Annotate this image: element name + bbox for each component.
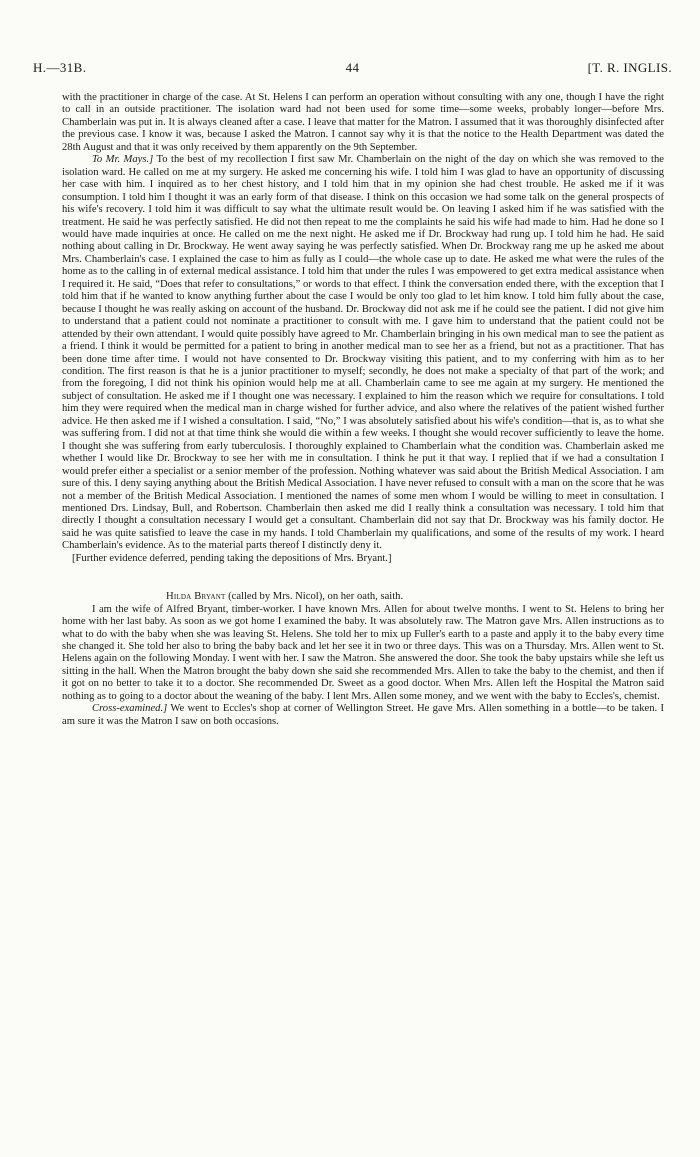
witness-heading-rest: (called by Mrs. Nicol), on her oath, saith.: [225, 591, 404, 603]
witness-heading: [62, 591, 664, 603]
evidence-paragraph-bryant: I am the wife of Alfred Bryant, timber-worker. I have known Mrs. Allen for about twelve months. I went to St. Helens to bring her home with her last baby. As soon as we got home I examined the baby. It was absolutely raw. The Matron gave Mrs. Allen instructions as to what to do with the baby when she was leaving St. Helens. She told her to mix up Fuller's earth to a paste and apply it to the baby every time she changed it. She told her also to bring the baby back and let her see it in two or three days. This was on a Thursday. Mrs. Allen went to St. Helens again on the following Monday. I went with her. I saw the Matron. She answered the door. She took the baby upstairs while she left us sitting in the hall. When the Matron brought the baby down she said she recommended Mrs. Allen to take the baby to the chemist, and then if it got on no better to take it to a doctor. She recommended Dr. Sweet as a good doctor. When Mrs. Allen left the Hospital the Matron said nothing as to going to a doctor about the weaning of the baby. I lent Mrs. Allen some money, and we went with the baby to Eccles's, chemist.: [62, 603, 664, 702]
evidence-paragraph-to-mr-mays: [62, 154, 664, 553]
page-header: [33, 60, 672, 78]
examiner-label: To Mr. Mays.]: [92, 154, 154, 166]
paragraph-text: We went to Eccles's shop at corner of Wellington Street. He gave Mrs. Allen something in a bottle—to be taken. I am sure it was the Matron I saw on both occasions.: [62, 703, 664, 727]
paragraph-text: To the best of my recollection I first saw Mr. Chamberlain on the night of the day on which she was removed to the isolation ward. He called on me at my surgery. He asked me concerning his wife. I told him I was glad to have an opportunity of discussing her case with him. I inquired as to her chest history, and I told him that in my opinion she had chest trouble. He asked me if it was consumption. I told him I thought it was an early form of that disease. I think on this occasion we had some talk on the general prospects of his wife's recovery. I told him it was difficult to say what the ultimate result would be. On leaving I asked him if he was satisfied with the treatment. He said he was perfectly satisfied. He did not then repeat to me the complaints he said his wife had made to him. Had he done so I would have made inquiries at once. He called on me the next night. He asked me if Dr. Brockway had rung up. I told him he had. He said nothing about calling in Dr. Brockway. He went away saying he was perfectly satisfied. When Dr. Brockway rang me up he asked me about Mrs. Chamberlain's case. I explained the case to him as fully as I could—the whole case up to date. He asked me what were the rules of the home as to the calling in of external medical assistance. I told him that under the rules I was empowered to get extra medical assistance when I required it. He said, “Does that refer to consultations,” or words to that effect. I think the conversation ended there, with the exception that I told him that if he wanted to know anything further about the case I would be only too glad to let him know. I told him fully about the case, because I thought he was really asking on account of the husband. Dr. Brockway did not ask me if he could see the patient. I did not give him to understand that a patient could not nominate a practitioner to consult with me. I gave him to understand that the patient could not be attended by their own attendant. I would quite possibly have agreed to Mr. Chamberlain bringing in his own medical man to see the patient as a friend. I think it would be permitted for a patient to bring in another medical man to see her as a friend, but not as a practitioner. That has been done time after time. I would not have consented to Dr. Brockway visiting this patient, and to my conferring with him as to her condition. The first reason is that he is a junior practitioner to myself; secondly, he does not make a specialty of that part of the work; and from the foregoing, I did not think his opinion would help me at all. Chamberlain came to see me again at my surgery. He mentioned the subject of consultation. He asked me if I thought one was necessary. I explained to him the reason which we require for consultations. I told him they were required when the medical man in charge wished for further advice, and also where the relatives of the patient wished further advice. He then asked me if I wished a consultation. I said, “No,” I was absolutely satisfied about his wife's condition—that is, as to what she was suffering from. I did not at that time think she would die within a few weeks. I thought she would recover sufficiently to leave the home. I thought she was suffering from early tuberculosis. I thoroughly explained to Chamberlain what the condition was. Chamberlain asked me whether I would like Dr. Brockway to see her with me in consultation. I think he put it that way. I replied that if we had a consultation I would prefer either a specialist or a senior member of the profession. Nothing whatever was said about the British Medical Association. I am sure of this. I deny saying anything about the British Medical Association. I have never refused to consult with a man on the score that he was not a member of the British Medical Association. I mentioned the names of some men whom I would be willing to meet in consultation. I mentioned Drs. Lindsay, Bull, and Robertson. Chamberlain then asked me did I really think a consultation was necessary. I told him that directly I thought a consultation necessary I would get a consultant. Chamberlain did not say that Dr. Brockway was his family doctor. He said he was quite satisfied to leave the case in my hands. I told Chamberlain my qualifications, and some of the results of my work. I heard Chamberlain's evidence. As to the material parts thereof I distinctly deny it.: [62, 154, 665, 552]
evidence-paragraph-continued: with the practitioner in charge of the case. At St. Helens I can perform an operation without consulting with any one, though I have the right to call in an outside practitioner. The isolation ward had not been used for some time—some weeks, probably longer—before Mrs. Chamberlain was put in. It is always cleaned after a case. I leave that matter for the Matron. I assumed that it was thoroughly disinfected after the previous case. I know it was, because I asked the Matron. I cannot say why it is that the notice to the Health Department was dated the 28th August and that it was only received by them apparently on the 9th September.: [62, 92, 664, 153]
page-body: [62, 92, 664, 728]
deferred-note: [Further evidence deferred, pending taking the depositions of Mrs. Bryant.]: [72, 552, 392, 564]
witness-heading-name: Hilda Bryant: [166, 591, 226, 603]
examiner-label: Cross-examined.]: [92, 703, 168, 715]
report-code: H.—31B.: [33, 60, 87, 75]
evidence-paragraph-cross-examined: [62, 703, 664, 728]
witness-name: [T. R. INGLIS.: [587, 60, 672, 75]
page-number: 44: [345, 60, 360, 75]
